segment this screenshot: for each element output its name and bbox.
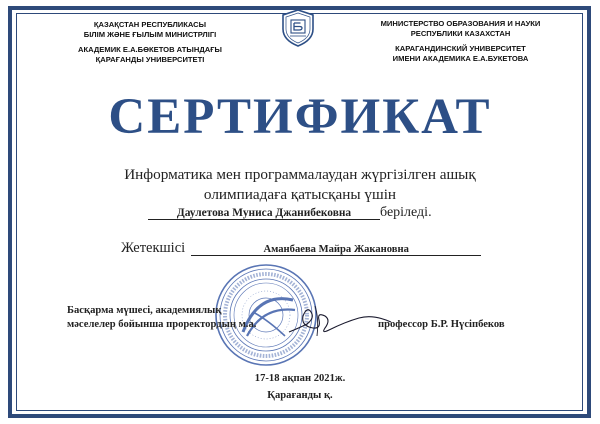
header-right-line2: РЕСПУБЛИКИ КАЗАХСТАН <box>410 28 511 38</box>
recipient-line <box>148 205 432 221</box>
signatory-title-line2: мәселелер бойынша проректордың м.а. <box>67 319 257 330</box>
certificate-title: СЕРТИФИКАТ <box>108 89 492 145</box>
signatory-name: профессор Б.Р. Нүсіпбеков <box>378 319 505 330</box>
event-date: 17-18 ақпан 2021ж. <box>254 373 346 384</box>
header-left-line3: АКАДЕМИК Е.А.БӨКЕТОВ АТЫНДАҒЫ <box>78 45 222 55</box>
header-right-line4: ИМЕНИ АКАДЕМИКА Е.А.БУКЕТОВА <box>392 53 529 63</box>
supervisor-line <box>121 240 481 257</box>
header-right-line3: КАРАГАНДИНСКИЙ УНИВЕРСИТЕТ <box>395 44 526 54</box>
header-right <box>358 19 563 63</box>
signatory-title-line1: Басқарма мүшесі, академиялық <box>67 305 222 316</box>
header-left-line4: ҚАРАҒАНДЫ УНИВЕРСИТЕТІ <box>95 54 205 64</box>
body-line-2: олимпиадаға қатысқаны үшін <box>203 186 397 203</box>
recipient-name: Даулетова Муниса Джанибековна <box>148 207 380 220</box>
header-left-line2: БІЛІМ ЖӘНЕ ҒЫЛЫМ МИНИСТРЛІГІ <box>83 29 217 39</box>
header-left <box>50 20 250 64</box>
body-line-1: Информатика мен программалаудан жүргізілген ашық <box>124 166 476 183</box>
supervisor-label: Жетекшісі <box>121 240 186 256</box>
header-left-line1: ҚАЗАҚСТАН РЕСПУБЛИКАСЫ <box>93 20 207 29</box>
event-city: Қарағанды қ. <box>267 390 333 401</box>
supervisor-name: Аманбаева Майра Жакановна <box>191 244 481 256</box>
issued-text: беріледі. <box>380 205 432 220</box>
university-logo-icon <box>280 9 316 47</box>
signatory-title <box>67 304 256 332</box>
header-right-line1: МИНИСТЕРСТВО ОБРАЗОВАНИЯ И НАУКИ <box>380 19 541 28</box>
